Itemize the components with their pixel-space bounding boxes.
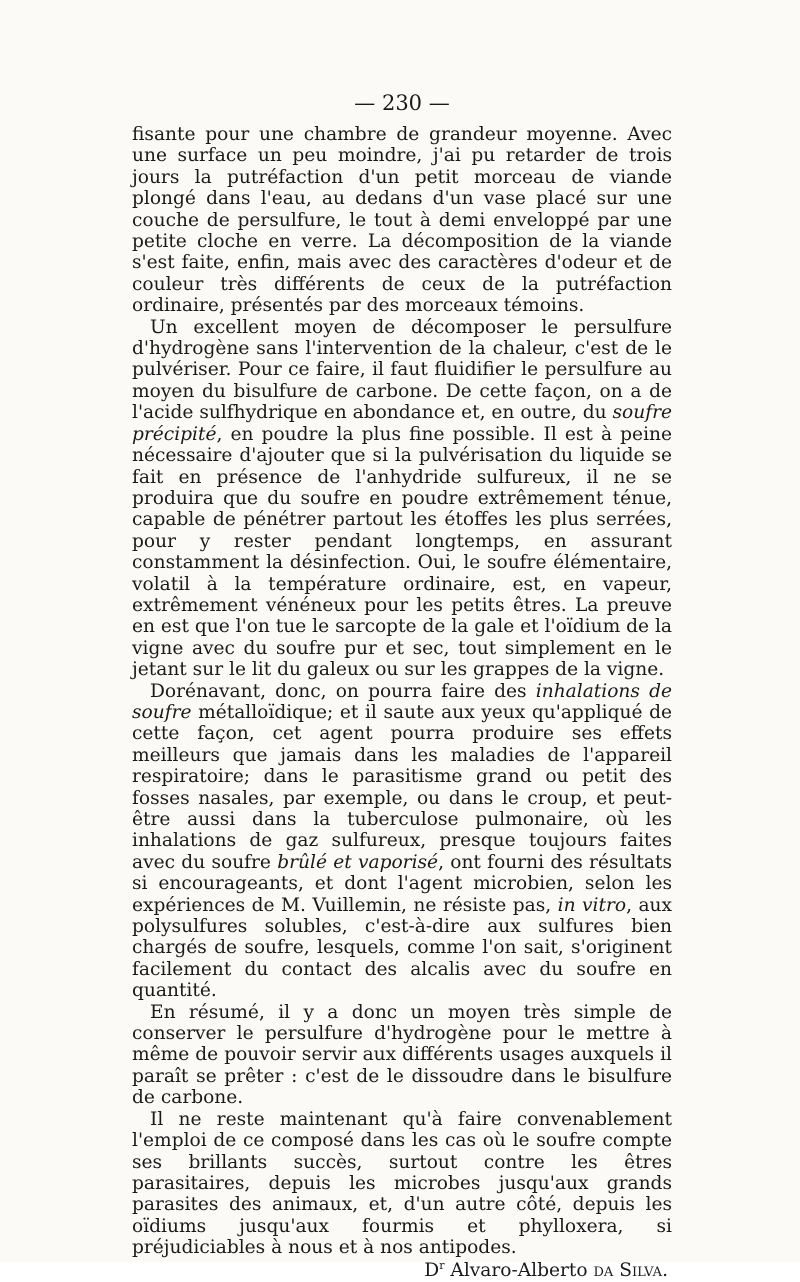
- paragraph: [132, 681, 672, 1002]
- signature-end: .: [662, 1259, 668, 1281]
- paragraph: [132, 1002, 672, 1109]
- body-text: [132, 124, 672, 1259]
- signature-particle: da: [593, 1259, 614, 1281]
- text-run: métalloïdique; et il saute aux yeux qu'appliqué de cette façon, cet agent pourra produire ses effets meilleurs que jamais dans les maladies de l'appareil respiratoire; dans le parasitisme grand ou petit des fosses nasales, par exemple, ou dans le croup, et peut-être aussi dans la tuberculose pulmonaire, où les inhalations de gaz sulfureux, presque toujours faites avec du soufre: [132, 701, 672, 873]
- signature-surname: Silva: [613, 1259, 663, 1281]
- page-number-header: — 230 —: [354, 91, 450, 115]
- italic-phrase: inhalations de soufre: [132, 680, 672, 723]
- author-signature: [132, 1260, 672, 1282]
- text-run: Il ne reste maintenant qu'à faire convenablement l'emploi de ce composé dans les cas où le soufre compte ses brillants succès, surtout contre les êtres parasitaires, depuis les microbes jusqu'aux grands parasites des animaux, et, d'un autre côté, depuis les oïdiums jusqu'aux fourmis et phylloxera, si préjudiciables à nous et à nos antipodes.: [132, 1108, 672, 1259]
- paragraph: [132, 1109, 672, 1259]
- text-run: , aux polysulfures solubles, c'est-à-dire aux sulfures bien chargés de soufre, lesquels, comme l'on sait, s'originent facilement du contact des alcalis avec du soufre en quantité.: [132, 894, 672, 1002]
- signature-prefix: D: [424, 1259, 440, 1281]
- text-run: , ont fourni des résultats si encourageants, et dont l'agent microbien, selon les expériences de M. Vuillemin, ne résiste pas,: [132, 851, 672, 916]
- italic-phrase: in vitro: [557, 894, 627, 916]
- text-block: [132, 90, 672, 1282]
- text-run: En résumé, il y a donc un moyen très simple de conserver le persulfure d'hydrogène pour le mettre à même de pouvoir servir aux différents usages auxquels il paraît se prêter : c'est de le dissoudre dans le bisulfure de carbone.: [132, 1001, 672, 1109]
- signature-name: Alvaro-Alberto: [444, 1259, 594, 1281]
- paragraph: [132, 124, 672, 317]
- text-run: fisante pour une chambre de grandeur moyenne. Avec une surface un peu moindre, j'ai pu retarder de trois jours la putréfaction d'un petit morceau de viande plongé dans l'eau, au dedans d'un vase placé sur une couche de persulfure, le tout à demi enveloppé par une petite cloche en verre. La décomposition de la viande s'est faite, enfin, mais avec des caractères d'odeur et de couleur très différents de ceux de la putréfaction ordinaire, présentés par des morceaux témoins.: [132, 124, 672, 317]
- text-run: , en poudre la plus fine possible. Il est à peine nécessaire d'ajouter que si la pulvérisation du liquide se fait en présence de l'anhydride sulfureux, il ne se produira que du soufre en poudre extrêmement ténue, capable de pénétrer partout les étoffes les plus serrées, pour y rester pendant longtemps, en assurant constamment la désinfection. Oui, le soufre élémentaire, volatil à la température ordinaire, est, en vapeur, extrêmement vénéneux pour les petits êtres. La preuve en est que l'on tue le sarcopte de la gale et l'oïdium de la vigne avec du soufre pur et sec, tout simplement en le jetant sur le lit du galeux ou sur les grappes de la vigne.: [132, 423, 672, 681]
- signature-prefix-superscript: r: [439, 1258, 445, 1272]
- text-run: Un excellent moyen de décomposer le persulfure d'hydrogène sans l'intervention de la chaleur, c'est de le pulvériser. Pour ce faire, il faut fluidifier le persulfure au moyen du bisulfure de carbone. De cette façon, on a de l'acide sulfhydrique en abondance et, en outre, du: [132, 316, 672, 424]
- paragraph: [132, 317, 672, 681]
- italic-phrase: soufre précipité: [132, 402, 672, 445]
- italic-phrase: brûlé et vaporisé: [277, 851, 439, 873]
- text-run: Dorénavant, donc, on pourra faire des: [150, 680, 536, 702]
